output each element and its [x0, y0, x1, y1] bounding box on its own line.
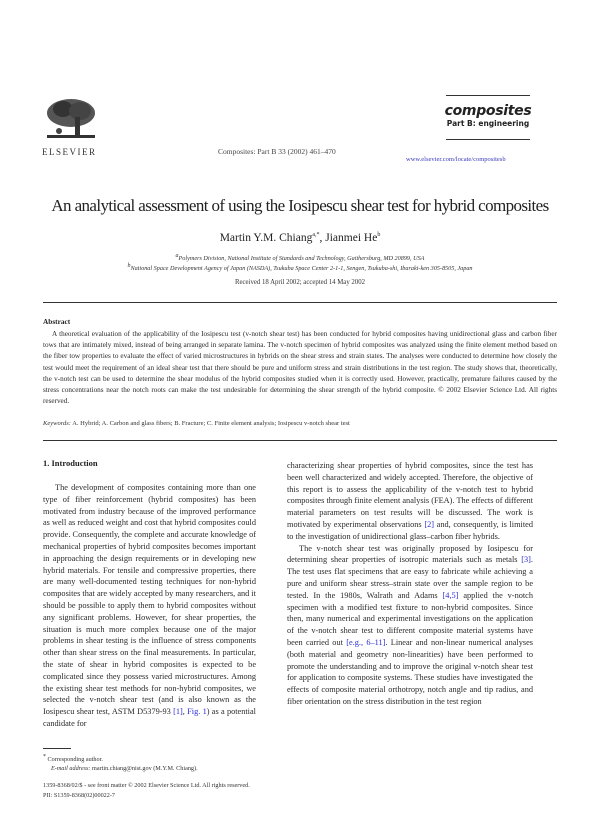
journal-name: composites: [444, 103, 532, 119]
paragraph-text: ,: [182, 707, 188, 717]
paragraph-text: ) as a potential candidate for: [43, 707, 256, 728]
author-separator: ,: [319, 232, 326, 244]
affiliation-mark: a: [175, 253, 179, 259]
keywords-list: A. Hybrid; A. Carbon and glass fibers; B. Fracture; C. Finite element analysis; Iosipescu v-notch shear test: [72, 420, 350, 427]
elsevier-logo: [42, 97, 104, 157]
section-heading-introduction: 1. Introduction: [43, 458, 98, 468]
affiliation-text: National Space Development Agency of Japan (NASDA), Tsukuba Space Center 2-1-1, Sengen, Tsukuba-shi, Ibaraki-ken 305-8505, Japan: [130, 265, 473, 273]
brand-bottom-rule: [446, 139, 530, 140]
footnote-label: Corresponding author.: [47, 756, 103, 764]
citation-link[interactable]: [4,5]: [442, 590, 459, 600]
paragraph-text: and, consequently, is limited to the investigation of unidirectional glass–carbon fiber hybrids.: [287, 519, 533, 541]
paragraph-text: applied the v-notch specimen with a modified test fixture to non-hybrid composites. Since then, many numerical and experimental investigations on the application of the v-notch shear test to different composite material systems have been carried out: [287, 590, 534, 647]
paragraph: [287, 543, 533, 708]
paragraph-text: characterizing shear properties of hybrid composites, since the test has been well characterized and widely accepted. Therefore, the objective of this report is to assess the applicability of the v-notch test to hybrid composites through finite element analysis (FEA). The effects of different material parameters on test results will be discussed. The work is motivated by experimental observations: [287, 461, 533, 529]
page-footer: [43, 781, 250, 801]
paragraph: [43, 482, 256, 730]
affiliation-a: [0, 253, 600, 262]
citation-link[interactable]: [1]: [173, 707, 183, 717]
abstract-top-divider: [43, 302, 557, 303]
corresponding-author-note: [43, 753, 198, 764]
author-name[interactable]: Martin Y.M. Chiang: [219, 232, 313, 244]
citation-link[interactable]: [3]: [521, 555, 531, 565]
footnote-mark: *: [43, 754, 46, 760]
article-title: An analytical assessment of using the Iosipescu shear test for hybrid composites: [51, 196, 549, 215]
keywords-label: Keywords:: [43, 420, 71, 427]
affiliation-b: [0, 263, 600, 272]
received-dates: Received 18 April 2002; accepted 14 May 2002: [234, 279, 366, 286]
footnote: [43, 753, 198, 773]
email-link[interactable]: martin.chiang@nist.gov (M.Y.M. Chiang).: [92, 765, 198, 773]
paragraph-text: . The test uses flat specimens that are easy to fabricate while achieving a pure and uniform shear stress–strain state over the sample region to be tested. In the 1980s, Walrath and Adams: [287, 555, 533, 600]
publisher-name: ELSEVIER: [42, 147, 97, 157]
figure-link[interactable]: Fig. 1: [187, 707, 207, 717]
paragraph-text: . Linear and non-linear numerical analyses (both material and geometry non-linearities) have been performed to promote the understanding and to improve the original v-notch shear test for application to composite systems. These studies have investigated the effects of composite material orthotropy, notch angle and tip radius, and fiber orientation on the stress distribution in the test region: [287, 637, 533, 706]
footnote-divider: [43, 748, 71, 749]
journal-url-link[interactable]: www.elsevier.com/locate/compositesb: [406, 156, 506, 163]
issn-line: 1359-8368/02/$ - see front matter © 2002 Elsevier Science Ltd. All rights reserved.: [43, 782, 250, 789]
author-mark[interactable]: a,*: [312, 232, 320, 239]
email-label: E-mail address:: [51, 765, 91, 773]
abstract-bottom-divider: [43, 440, 557, 441]
brand-top-rule: [446, 95, 530, 96]
abstract-heading: Abstract: [43, 317, 71, 326]
body-column-right: [287, 460, 533, 708]
affiliation-mark: b: [127, 263, 131, 269]
email-note: [43, 764, 198, 773]
paragraph-text: The v-notch shear test was originally proposed by Iosipescu for determining shear properties of isotropic materials such as metals: [287, 543, 533, 565]
keywords: [43, 420, 350, 427]
pii-line: PII: S1359-8368(02)00022-7: [43, 792, 116, 799]
author-mark[interactable]: b: [377, 232, 381, 239]
journal-reference: Composites: Part B 33 (2002) 461–470: [218, 147, 336, 156]
affiliation-text: Polymers Division, National Institute of Standards and Technology, Gaithersburg, MD 20899, USA: [178, 255, 425, 263]
elsevier-tree-icon: [45, 97, 97, 141]
body-column-left: [43, 482, 256, 730]
citation-link[interactable]: [2]: [424, 519, 434, 529]
paragraph: [287, 460, 533, 543]
journal-brand: [442, 95, 534, 140]
author-name[interactable]: Jianmei He: [325, 232, 378, 244]
journal-part: Part B: engineering: [446, 119, 530, 128]
author-list: [0, 232, 600, 244]
abstract-text: A theoretical evaluation of the applicability of the Iosipescu test (v-notch shear test) has been conducted for hybrid composites having unidirectional glass and carbon fiber tows that are intimately mixed, instead of being arranged in separate lamina. The v-notch specimen of hybrid composites was analyzed using the finite element method based on the fiber tow properties to evaluate the effect of varied microstructures in hybrids on the shear stress and strain states. The analyses were conducted to determine how closely the test would meet the requirement of an ideal shear test that there should be pure and uniform stress and strain distributions in the test region. The study shows that, theoretically, the v-notch test can be used to determine the shear modulus of the hybrid composites studied when it is correctly used. However, practically, premature failures caused by the stress concentrations near the notch roots can make the test undesirable for determining the shear strength of the hybrid composite. © 2002 Elsevier Science Ltd. All rights reserved.: [43, 330, 557, 406]
citation-link[interactable]: [e.g., 6–11]: [346, 637, 386, 647]
paragraph-text: The development of composites containing more than one type of fiber reinforcement (hybrid composites) has been motivated from industry because of the improved performance as well as reduced weight and cost that hybrid composites could provide. Consequently, the complete and accurate knowledge of mechanical properties of hybrid composites becomes important in approaching the design requirements or in developing new hybrid materials. For tensile and compressive properties, there are many well-documented testing techniques for non-hybrid composites that are widely accepted by many researchers, and it should be possible to apply them to hybrid composites without any significant problems. However, for shear properties, the situation is much more complex because one of the major problems in shear testing is the influence of stress components other than shear stress on the final measurements. In particular, the state of shear in hybrid composites is expected to be complicated since they possess varied microstructures. Among the existing shear test methods for non-hybrid composites, we selected the v-notch shear test (and is also known as the Iosipescu shear test, ASTM D5379-93: [43, 483, 256, 717]
